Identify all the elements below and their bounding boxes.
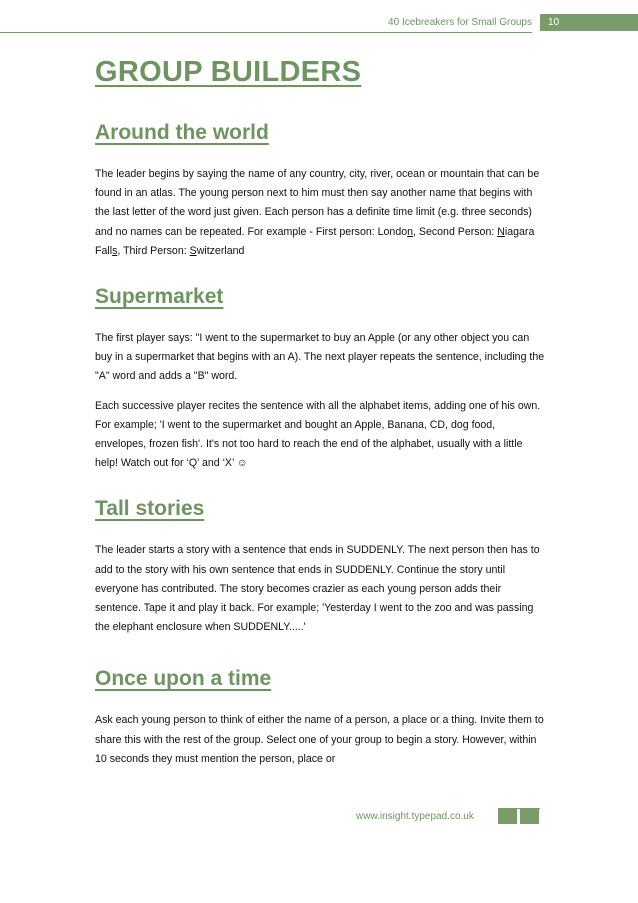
section-title: Around the world bbox=[95, 121, 269, 144]
section-paragraph: Each successive player recites the sentence with all the alphabet items, adding one of his own. For example; 'I went to the supermarket and bought an Apple, Banana, CD, dog food, envelopes, frozen fish'. It's not too hard to reach the end of the alphabet, usually with a little help! Watch out for ‘Q’ and ‘X’ ☺ bbox=[95, 399, 541, 470]
section-paragraph: The first player says: "I went to the supermarket to buy an Apple (or any other object you can buy in a supermarket that begins with an A). The next player repeats the sentence, including the "A" word and adds a "B" word. bbox=[95, 332, 545, 383]
spacer bbox=[95, 387, 545, 397]
footer-url: www.insight.typepad.co.uk bbox=[356, 811, 474, 822]
section-once-upon-a-time bbox=[95, 667, 545, 769]
footer-block-right bbox=[520, 809, 539, 824]
section-title: Supermarket bbox=[95, 285, 224, 309]
paragraph-text: The leader begins by saying the name of any country, city, river, ocean or mountain that can be found in an atlas. The young person next to him must then say another name that begins with the last letter of the word just given. Each person has a definite time limit (e.g. three seconds) and no names can be repeated. For example - First person: Londo bbox=[95, 168, 540, 238]
page-number-badge: 10 bbox=[540, 14, 638, 31]
paragraph-text: , Third Person: bbox=[117, 244, 190, 257]
section-paragraph: The leader starts a story with a sentence that ends in SUDDENLY. The next person then has to add to the story with his own sentence that ends in SUDDENLY. Continue the story until everyone has contributed. The story becomes crazier as each young person adds their sentence. Tape it and play it back. For example; 'Yesterday I went to the zoo and was passing the elephant enclosure when SUDDENLY.....' bbox=[95, 544, 540, 634]
page-title: GROUP BUILDERS bbox=[95, 56, 362, 88]
section-tall-stories bbox=[95, 497, 545, 637]
underlined-letter: N bbox=[497, 225, 505, 238]
section-around-the-world bbox=[95, 121, 545, 261]
paragraph-text: , Second Person: bbox=[413, 225, 498, 238]
section-paragraph: Ask each young person to think of either the name of a person, a place or a thing. Invite them to share this with the rest of the group. Select one of your group to begin a story. However, within 10 seconds they must mention the person, place or bbox=[95, 714, 544, 765]
spacer bbox=[95, 261, 545, 285]
underlined-letter: n bbox=[407, 225, 414, 238]
section-title: Tall stories bbox=[95, 497, 205, 521]
section-supermarket bbox=[95, 285, 545, 473]
header-rule bbox=[0, 32, 532, 33]
paragraph-text: iagara Fall bbox=[95, 225, 535, 257]
section-paragraph bbox=[95, 165, 545, 261]
section-title: Once upon a time bbox=[95, 667, 272, 691]
underlined-letter: s bbox=[112, 244, 118, 257]
footer-block-left bbox=[498, 809, 517, 824]
page-content bbox=[95, 56, 545, 769]
running-header-title: 40 Icebreakers for Small Groups bbox=[388, 17, 532, 28]
spacer bbox=[95, 473, 545, 497]
underlined-letter: S bbox=[189, 244, 197, 257]
paragraph-text: witzerland bbox=[196, 244, 245, 257]
spacer bbox=[95, 637, 545, 667]
